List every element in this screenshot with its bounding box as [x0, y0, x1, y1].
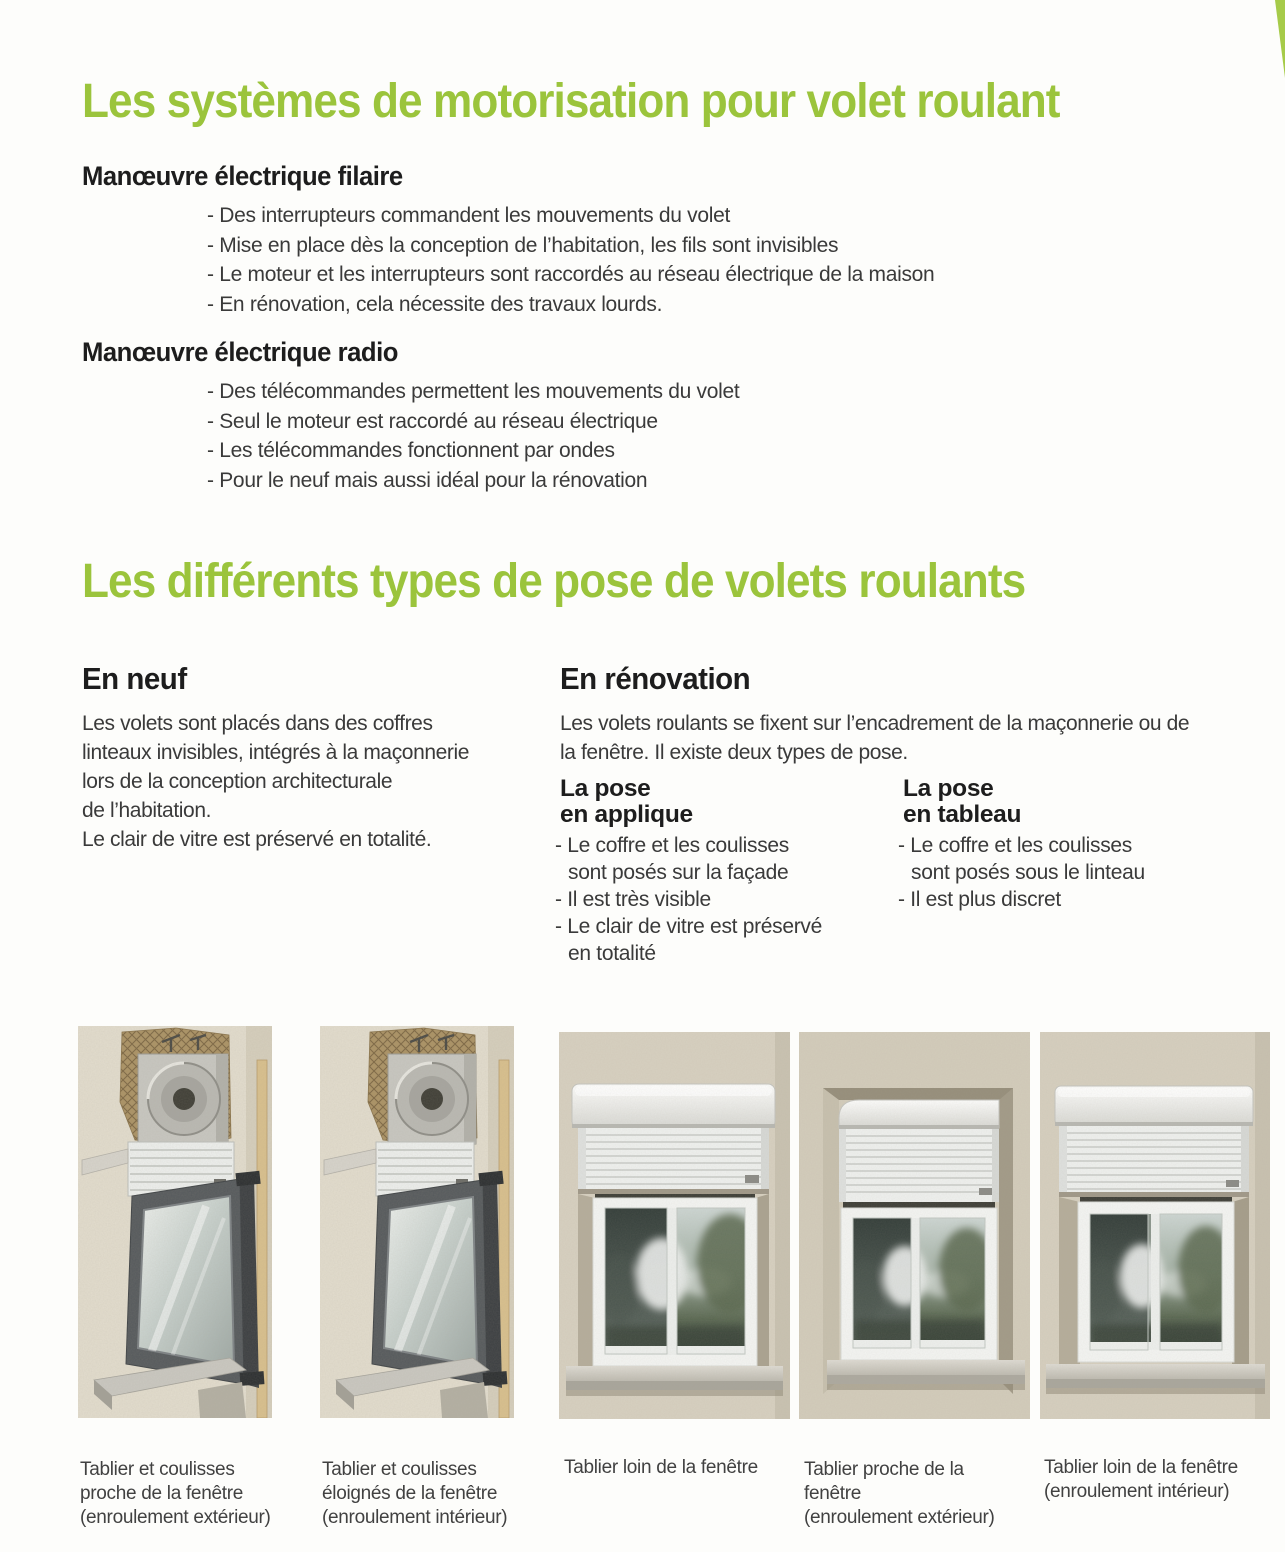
- caption-line: Tablier et coulisses: [322, 1459, 477, 1480]
- en-renovation-intro: [560, 709, 1189, 767]
- caption-line: Tablier proche de la: [804, 1459, 964, 1480]
- heading-pose-applique: [560, 776, 693, 828]
- section-title-pose: Les différents types de pose de volets roulants: [82, 555, 1026, 608]
- figure-caption-4: [804, 1458, 995, 1530]
- figure-caption-3: [564, 1456, 758, 1480]
- heading-en-neuf: En neuf: [82, 661, 187, 696]
- corner-accent-icon: [1269, 0, 1285, 82]
- bullet-line: - Il est très visible: [555, 888, 711, 911]
- cutaway-illustration: [78, 1026, 272, 1418]
- pose-tableau-bullets: [898, 832, 1145, 913]
- heading-radio: Manœuvre électrique radio: [82, 337, 398, 367]
- bullet-line: - Mise en place dès la conception de l’habitation, les fils sont invisibles: [207, 233, 839, 257]
- figure-applique-tablier-loin: [559, 1032, 790, 1419]
- caption-line: Tablier et coulisses: [80, 1459, 235, 1480]
- bullet-line: - Seul le moteur est raccordé au réseau électrique: [207, 409, 658, 433]
- bullet-continuation: en totalité: [568, 942, 656, 965]
- bullet-line: - Des télécommandes permettent les mouvements du volet: [207, 380, 740, 403]
- en-neuf-paragraph: [82, 709, 469, 854]
- section-title-motorisation: Les systèmes de motorisation pour volet roulant: [82, 75, 1060, 128]
- caption-line: (enroulement intérieur): [322, 1507, 508, 1528]
- bullet-line: - Le coffre et les coulisses: [555, 834, 789, 857]
- cutaway-illustration: [320, 1026, 514, 1418]
- figure-tableau-tablier-proche: [799, 1032, 1030, 1419]
- heading-line: en tableau: [903, 801, 1022, 828]
- figure-caption-1: [80, 1458, 271, 1530]
- caption-line: proche de la fenêtre: [80, 1483, 244, 1504]
- text-line: Les volets sont placés dans des coffres: [82, 712, 433, 735]
- heading-filaire: Manœuvre électrique filaire: [82, 161, 403, 191]
- figure-tableau-tablier-loin-interieur: [1040, 1032, 1270, 1419]
- caption-line: fenêtre: [804, 1483, 862, 1504]
- figure-cutaway-enroulement-exterieur: [78, 1026, 272, 1418]
- bullet-line: - Le moteur et les interrupteurs sont raccordés au réseau électrique de la maison: [207, 263, 935, 286]
- caption-line: (enroulement extérieur): [804, 1507, 995, 1528]
- heading-line: La pose: [903, 775, 994, 802]
- bullet-line: - Le clair de vitre est préservé: [555, 915, 823, 938]
- caption-line: Tablier loin de la fenêtre: [564, 1457, 758, 1478]
- bullet-line: - Le coffre et les coulisses: [898, 834, 1132, 857]
- bullet-line: - Les télécommandes fonctionnent par ondes: [207, 439, 615, 462]
- caption-line: (enroulement extérieur): [80, 1507, 271, 1528]
- filaire-bullet-list: [207, 201, 934, 319]
- figure-caption-2: [322, 1458, 507, 1530]
- text-line: lors de la conception architecturale: [82, 770, 393, 793]
- pose-applique-bullets: [555, 832, 822, 967]
- bullet-continuation: sont posés sous le linteau: [911, 861, 1145, 884]
- heading-pose-tableau: [903, 776, 1021, 828]
- bullet-line: - Il est plus discret: [898, 888, 1061, 911]
- bullet-line: - Des interrupteurs commandent les mouvements du volet: [207, 204, 731, 227]
- text-line: de l’habitation.: [82, 799, 212, 822]
- bullet-line: - Pour le neuf mais aussi idéal pour la rénovation: [207, 468, 648, 492]
- window-photo-illustration: [559, 1032, 790, 1419]
- text-line: Les volets roulants se fixent sur l’encadrement de la maçonnerie ou de: [560, 712, 1190, 735]
- bullet-continuation: sont posés sur la façade: [568, 861, 789, 884]
- radio-bullet-list: [207, 377, 739, 495]
- caption-line: Tablier loin de la fenêtre: [1044, 1457, 1238, 1478]
- heading-en-renovation: En rénovation: [560, 661, 751, 696]
- figure-cutaway-enroulement-interieur: [320, 1026, 514, 1418]
- caption-line: éloignés de la fenêtre: [322, 1483, 498, 1504]
- heading-line: en applique: [560, 801, 693, 828]
- caption-line: (enroulement intérieur): [1044, 1481, 1230, 1502]
- figure-caption-5: [1044, 1456, 1238, 1504]
- bullet-line: - En rénovation, cela nécessite des travaux lourds.: [207, 292, 663, 316]
- window-photo-illustration: [1040, 1032, 1270, 1419]
- heading-line: La pose: [560, 775, 651, 802]
- text-line: Le clair de vitre est préservé en totalité.: [82, 828, 432, 851]
- text-line: la fenêtre. Il existe deux types de pose.: [560, 741, 908, 764]
- window-photo-illustration: [799, 1032, 1030, 1419]
- text-line: linteaux invisibles, intégrés à la maçonnerie: [82, 741, 470, 764]
